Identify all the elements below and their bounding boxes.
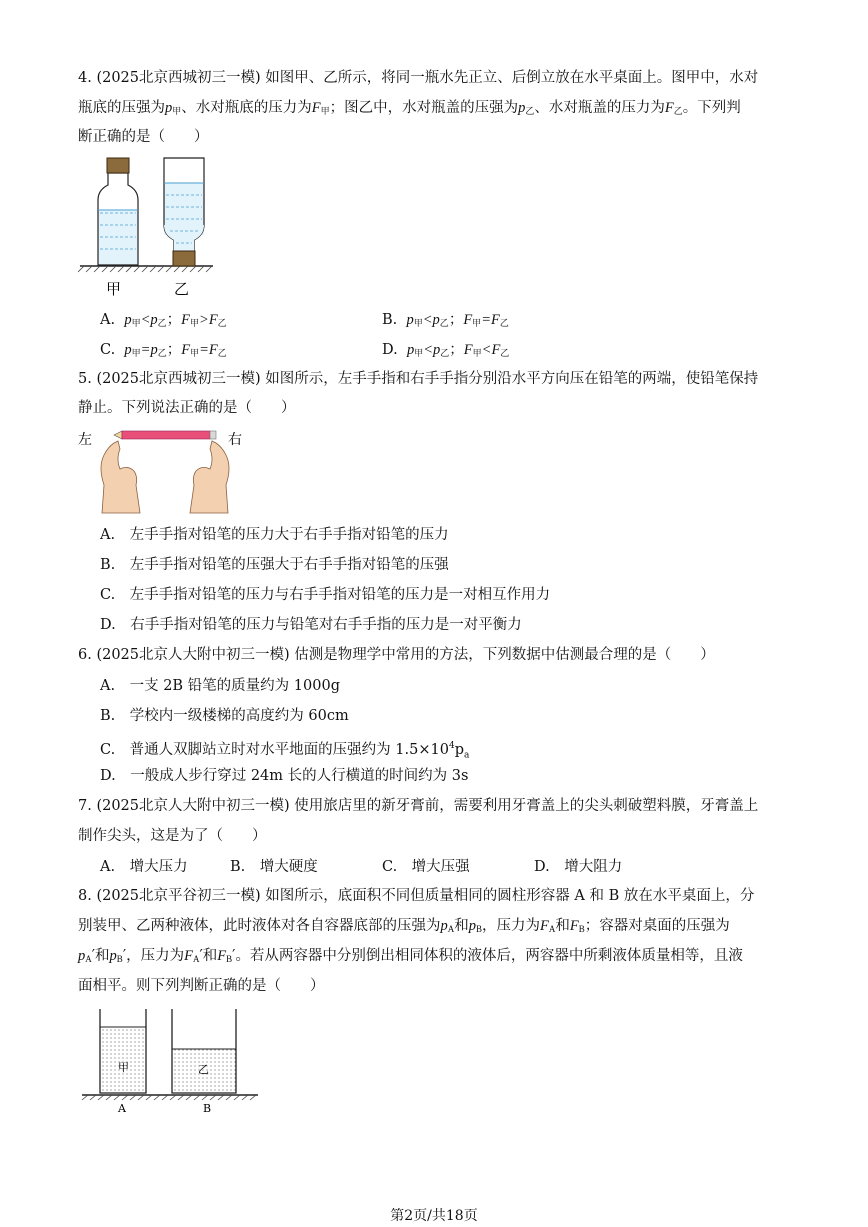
q7-option-b[interactable]: B. 增大硬度 xyxy=(230,859,318,875)
q5-stem-line2: 静止。下列说法正确的是（ ） xyxy=(78,400,296,416)
label-left: 左 xyxy=(78,432,92,448)
q4-stem-line2: 瓶底的压强为$p_甲$、水对瓶底的压力为$F_甲$；图乙中，水对瓶盖的压强为$p_乙$、水对瓶盖的压力为$F_乙$。下列判 xyxy=(78,100,741,117)
q5-stem-line1: 5. (2025北京西城初三一模) 如图所示，左手手指和右手手指分别沿水平方向压在铅笔的两端，使铅笔保持 xyxy=(78,371,759,387)
q6-option-c[interactable]: C. 普通人双脚站立时对水平地面的压强约为 $1.5\times 10^4p_a$ xyxy=(100,741,470,761)
q8-stem-line3: $p_A'$和$p_B'$，压力为$F_A'$和$F_B'$。若从两容器中分别倒出相同体积的液体后，两容器中所剩液体质量相等，且液 xyxy=(78,948,743,964)
q4-stem-line3: 断正确的是（ ） xyxy=(78,129,209,145)
q4-option-c[interactable]: C. $p_甲=p_乙$；$F_甲=F_乙$ xyxy=(100,342,227,359)
container-a-label: A xyxy=(118,1102,126,1115)
q4-option-d[interactable]: D. $p_甲<p_乙$；$F_甲<F_乙$ xyxy=(382,342,510,359)
container-b-label: B xyxy=(203,1102,212,1115)
q5-option-b[interactable]: B. 左手手指对铅笔的压强大于右手手指对铅笔的压强 xyxy=(100,557,449,573)
q7-option-c[interactable]: C. 增大压强 xyxy=(382,859,470,875)
q5-option-c[interactable]: C. 左手手指对铅笔的压力与右手手指对铅笔的压力是一对相互作用力 xyxy=(100,587,551,603)
q4-option-a[interactable]: A. $p_甲<p_乙$；$F_甲>F_乙$ xyxy=(100,312,227,329)
q7-option-d[interactable]: D. 增大阻力 xyxy=(534,859,623,875)
q6-option-d[interactable]: D. 一般成人步行穿过 24m 长的人行横道的时间约为 3s xyxy=(100,768,469,784)
q5-option-d[interactable]: D. 右手手指对铅笔的压力与铅笔对右手手指的压力是一对平衡力 xyxy=(100,617,522,633)
fig-label-jia: 甲 xyxy=(106,280,122,298)
q5-option-a[interactable]: A. 左手手指对铅笔的压力大于右手手指对铅笔的压力 xyxy=(100,527,449,543)
q8-stem-line4: 面相平。则下列判断正确的是（ ） xyxy=(78,978,325,994)
page-footer: 第2页/共18页 xyxy=(390,1208,478,1224)
q7-stem-line1: 7. (2025北京人大附中初三一模) 使用旅店里的新牙膏前，需要利用牙膏盖上的尖头刺破塑料膜，牙膏盖上 xyxy=(78,798,759,814)
q4-option-b[interactable]: B. $p_甲<p_乙$；$F_甲=F_乙$ xyxy=(382,312,509,329)
q6-stem: 6. (2025北京人大附中初三一模) 估测是物理学中常用的方法，下列数据中估测最合理的是（ ） xyxy=(78,647,715,663)
label-right: 右 xyxy=(228,432,242,448)
liquid-yi: 乙 xyxy=(198,1063,209,1076)
q6-option-a[interactable]: A. 一支 2B 铅笔的质量约为 1000g xyxy=(100,678,340,694)
pencil-hands-figure xyxy=(78,425,248,515)
q7-stem-line2: 制作尖头，这是为了（ ） xyxy=(78,828,267,844)
q7-option-a[interactable]: A. 增大压力 xyxy=(100,859,188,875)
q8-stem-line1: 8. (2025北京平谷初三一模) 如图所示，底面积不同但质量相同的圆柱形容器 A 和 B 放在水平桌面上，分 xyxy=(78,888,755,904)
q4-stem-line1: 4. (2025北京西城初三一模) 如图甲、乙所示，将同一瓶水先正立、后倒立放在水平桌面上。图甲中，水对 xyxy=(78,70,759,86)
liquid-jia: 甲 xyxy=(118,1061,129,1074)
containers-figure xyxy=(78,1005,268,1120)
bottles-figure xyxy=(78,155,228,305)
fig-label-yi: 乙 xyxy=(174,280,190,298)
q6-option-b[interactable]: B. 学校内一级楼梯的高度约为 60cm xyxy=(100,708,349,724)
q8-stem-line2: 别装甲、乙两种液体，此时液体对各自容器底部的压强为$p_A$和$p_B$，压力为$F_A$和$F_B$；容器对桌面的压强为 xyxy=(78,918,730,934)
